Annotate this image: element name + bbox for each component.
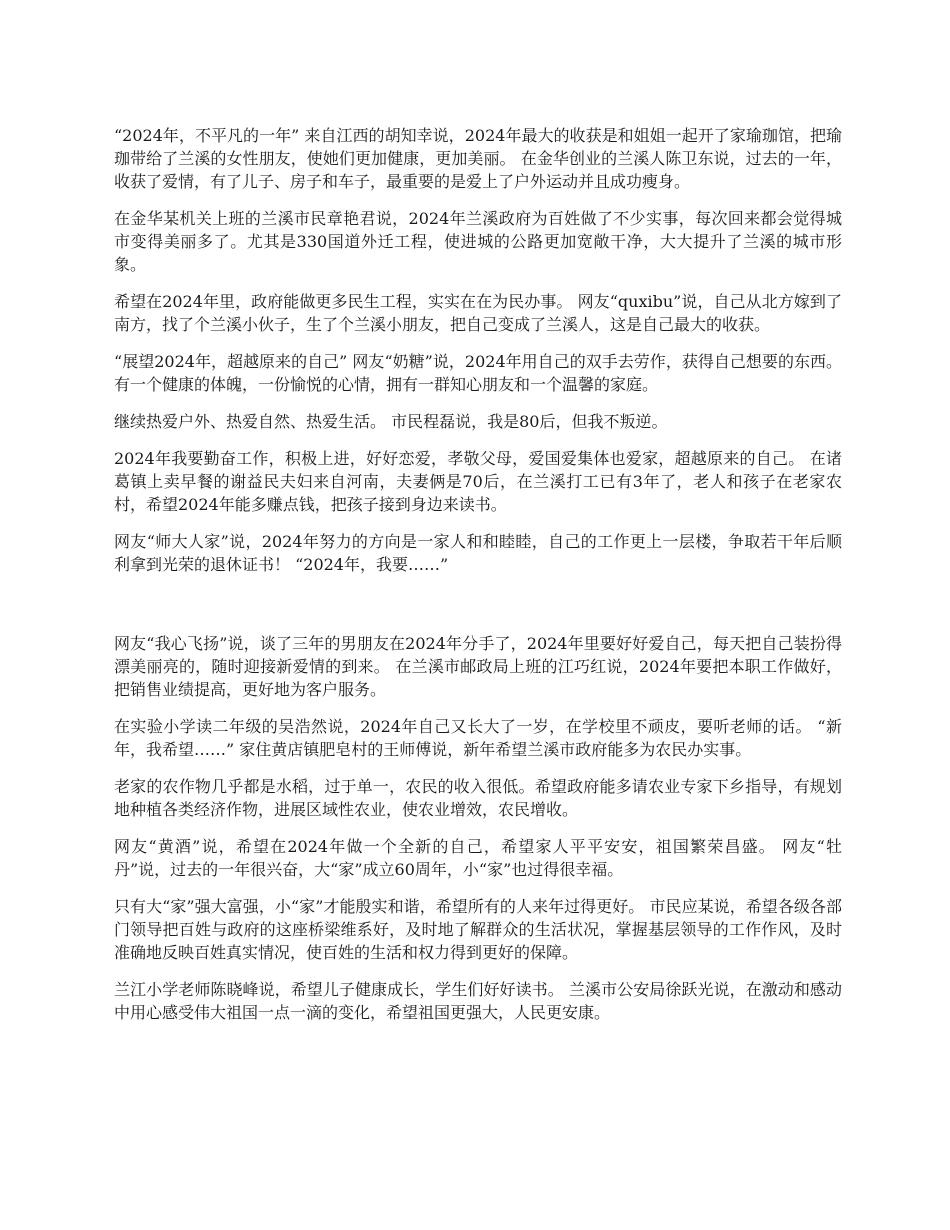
section-spacer (114, 590, 842, 632)
paragraph: 希望在2024年里，政府能做更多民生工程，实实在在为民办事。 网友“quxibu”说，自己从北方嫁到了南方，找了个兰溪小伙子，生了个兰溪小朋友，把自己变成了兰溪人，这是自己最大的收获。 (114, 292, 842, 334)
paragraph: 继续热爱户外、热爱自然、热爱生活。 市民程磊说，我是80后，但我不叛逆。 (114, 412, 668, 431)
paragraph: 网友“我心飞扬”说，谈了三年的男朋友在2024年分手了，2024年里要好好爱自己，每天把自己装扮得漂美丽亮的，随时迎接新爱情的到来。 在兰溪市邮政局上班的江巧红说，2024年要把本职工作做好，把销售业绩提高，更好地为客户服务。 (114, 634, 842, 699)
paragraph: 在金华某机关上班的兰溪市民章艳君说，2024年兰溪政府为百姓做了不少实事，每次回来都会觉得城市变得美丽多了。尤其是330国道外迁工程，使进城的公路更加宽敞干净，大大提升了兰溪的城市形象。 (114, 209, 842, 274)
paragraph: 老家的农作物几乎都是水稻，过于单一，农民的收入很低。希望政府能多请农业专家下乡指导，有规划地种植各类经济作物，进展区域性农业，使农业增效，农民增收。 (114, 777, 842, 819)
paragraph: “2024年，不平凡的一年” 来自江西的胡知幸说，2024年最大的收获是和姐姐一起开了家瑜珈馆，把瑜珈带给了兰溪的女性朋友，使她们更加健康，更加美丽。 在金华创业的兰溪人陈卫东说，过去的一年，收获了爱情，有了儿子、房子和车子，最重要的是爱上了户外运动并且成功瘦身。 (114, 126, 842, 191)
paragraph: 网友“黄酒”说，希望在2024年做一个全新的自己，希望家人平平安安，祖国繁荣昌盛。 网友“牡丹”说，过去的一年很兴奋，大“家”成立60周年，小“家”也过得很幸福。 (114, 837, 842, 879)
paragraph: 网友“师大人家”说，2024年努力的方向是一家人和和睦睦，自己的工作更上一层楼，争取若干年后顺利拿到光荣的退休证书！ “2024年，我要……” (114, 532, 842, 574)
document-body (114, 124, 842, 1038)
paragraph: 在实验小学读二年级的吴浩然说，2024年自己又长大了一岁，在学校里不顽皮，要听老师的话。 “新年，我希望……” 家住黄店镇肥皂村的王师傅说，新年希望兰溪市政府能多为农民办实事。 (114, 717, 842, 759)
paragraph: 只有大“家”强大富强，小“家”才能殷实和谐，希望所有的人来年过得更好。 市民应某说，希望各级各部门领导把百姓与政府的这座桥梁维系好，及时地了解群众的生活状况，掌握基层领导的工作作风，及时准确地反映百姓真实情况，使百姓的生活和权力得到更好的保障。 (114, 897, 842, 962)
paragraph: “展望2024年，超越原来的自己” 网友“奶糖”说，2024年用自己的双手去劳作，获得自己想要的东西。有一个健康的体魄，一份愉悦的心情，拥有一群知心朋友和一个温馨的家庭。 (114, 352, 842, 394)
paragraph: 兰江小学老师陈晓峰说，希望儿子健康成长，学生们好好读书。 兰溪市公安局徐跃光说，在激动和感动中用心感受伟大祖国一点一滴的变化，希望祖国更强大，人民更安康。 (114, 980, 842, 1022)
paragraph: 2024年我要勤奋工作，积极上进，好好恋爱，孝敬父母，爱国爱集体也爱家，超越原来的自己。 在诸葛镇上卖早餐的谢益民夫妇来自河南，夫妻俩是70后，在兰溪打工已有3年了，老人和孩子在老家农村，希望2024年能多赚点钱，把孩子接到身边来读书。 (114, 449, 842, 514)
